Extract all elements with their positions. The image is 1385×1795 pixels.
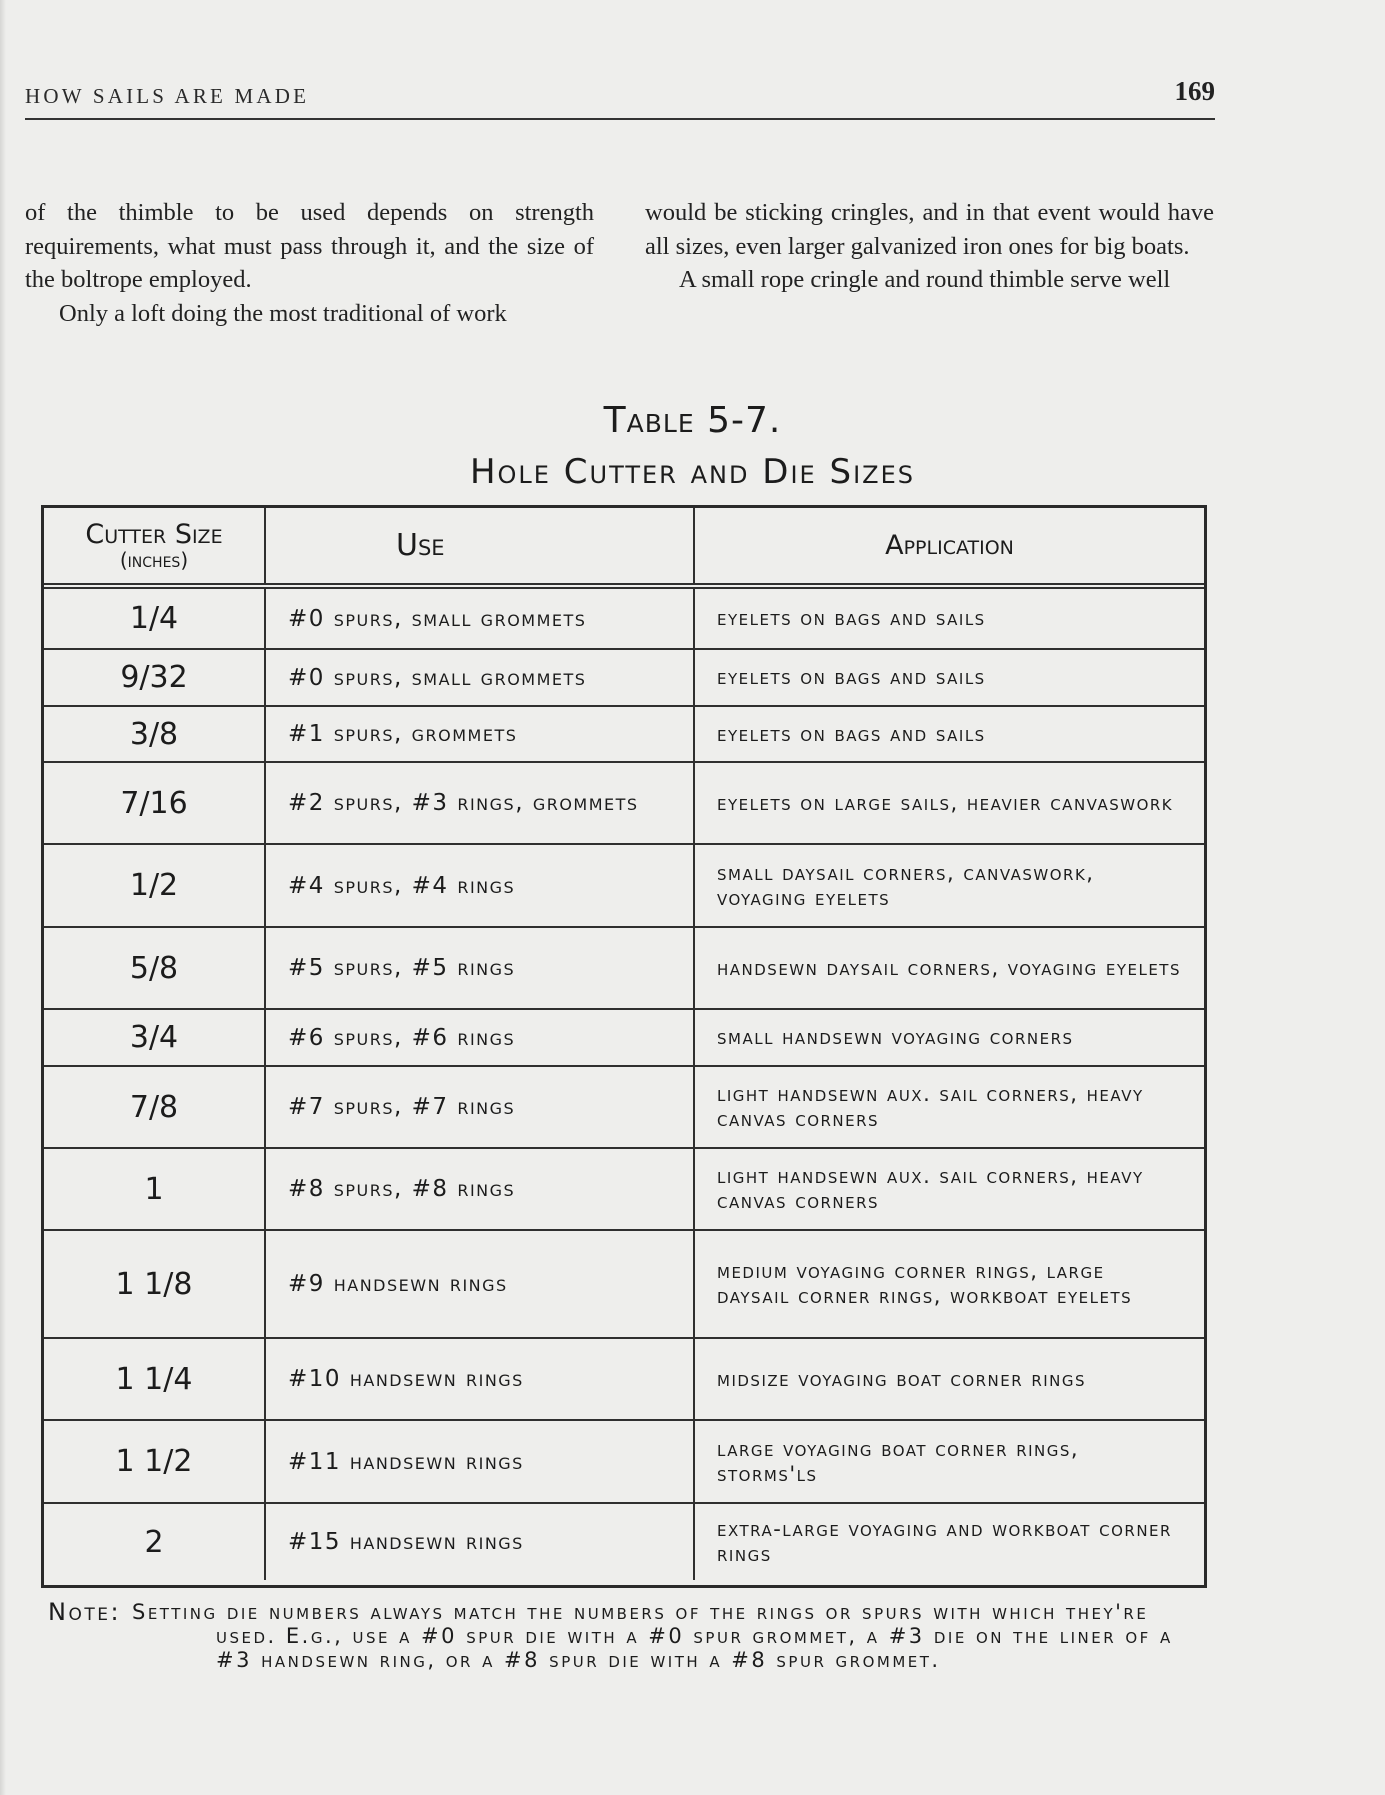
- cell-application: large voyaging boat corner rings, storms'ls: [694, 1420, 1204, 1503]
- table-row: [44, 927, 1204, 1009]
- header-rule: [25, 118, 1215, 120]
- table-row: [44, 706, 1204, 762]
- cell-use: #9 handsewn rings: [265, 1230, 694, 1338]
- cell-size: 5/8: [44, 927, 265, 1009]
- cell-use: #4 spurs, #4 rings: [265, 844, 694, 927]
- cell-size: 1 1/4: [44, 1338, 265, 1420]
- cell-size: 1/2: [44, 844, 265, 927]
- table-row: [44, 762, 1204, 844]
- hole-cutter-table: [44, 508, 1204, 1580]
- body-paragraph: would be sticking cringles, and in that event would have all sizes, even larger galvanized iron ones for big boats.: [645, 199, 1214, 260]
- cell-use: #0 spurs, small grommets: [265, 649, 694, 706]
- table-row: [44, 586, 1204, 649]
- cell-size: 2: [44, 1503, 265, 1580]
- cell-size: 1 1/2: [44, 1420, 265, 1503]
- cell-application: medium voyaging corner rings, large daysail corner rings, workboat eyelets: [694, 1230, 1204, 1338]
- cell-use: #0 spurs, small grommets: [265, 586, 694, 649]
- cell-use: #11 handsewn rings: [265, 1420, 694, 1503]
- table-number: Table 5-7.: [603, 400, 782, 441]
- cell-application: eyelets on large sails, heavier canvaswork: [694, 762, 1204, 844]
- cell-size: 7/8: [44, 1066, 265, 1148]
- cell-size: 3/4: [44, 1009, 265, 1066]
- table-row: [44, 1420, 1204, 1503]
- table-caption: Hole Cutter and Die Sizes: [469, 452, 916, 492]
- body-paragraph: Only a loft doing the most traditional of work: [59, 299, 507, 327]
- body-column-right: [645, 196, 1214, 297]
- cell-application: light handsewn aux. sail corners, heavy canvas corners: [694, 1148, 1204, 1230]
- cell-use: #8 spurs, #8 rings: [265, 1148, 694, 1230]
- header-use: Use: [265, 508, 694, 586]
- cell-use: #1 spurs, grommets: [265, 706, 694, 762]
- table-row: [44, 649, 1204, 706]
- table-row: [44, 1148, 1204, 1230]
- cell-use: #15 handsewn rings: [265, 1503, 694, 1580]
- header-cutter-size-label: Cutter Size: [85, 518, 223, 550]
- table-row: [44, 1066, 1204, 1148]
- cell-use: #2 spurs, #3 rings, grommets: [265, 762, 694, 844]
- table-row: [44, 1230, 1204, 1338]
- cell-application: handsewn daysail corners, voyaging eyelets: [694, 927, 1204, 1009]
- cell-size: 9/32: [44, 649, 265, 706]
- cell-use: #6 spurs, #6 rings: [265, 1009, 694, 1066]
- cell-size: 3/8: [44, 706, 265, 762]
- page-gutter-shadow: [0, 0, 6, 1795]
- table-row: [44, 1503, 1204, 1580]
- cell-application: eyelets on bags and sails: [694, 649, 1204, 706]
- header-cutter-size: [44, 508, 265, 586]
- cell-application: midsize voyaging boat corner rings: [694, 1338, 1204, 1420]
- page-number: 169: [1174, 76, 1215, 106]
- cell-size: 1/4: [44, 586, 265, 649]
- header-application: Application: [694, 508, 1204, 586]
- cell-application: eyelets on bags and sails: [694, 586, 1204, 649]
- table-row: [44, 1338, 1204, 1420]
- body-column-left: [25, 196, 594, 330]
- cell-size: 1 1/8: [44, 1230, 265, 1338]
- cell-application: eyelets on bags and sails: [694, 706, 1204, 762]
- table-note: [48, 1600, 1213, 1672]
- cell-application: small daysail corners, canvaswork, voyaging eyelets: [694, 844, 1204, 927]
- cell-size: 1: [44, 1148, 265, 1230]
- cell-application: light handsewn aux. sail corners, heavy canvas corners: [694, 1066, 1204, 1148]
- body-paragraph: of the thimble to be used depends on strength requirements, what must pass through it, and the size of the boltrope employed.: [25, 199, 594, 293]
- cell-use: #7 spurs, #7 rings: [265, 1066, 694, 1148]
- cell-use: #5 spurs, #5 rings: [265, 927, 694, 1009]
- table-row: [44, 1009, 1204, 1066]
- cell-application: small handsewn voyaging corners: [694, 1009, 1204, 1066]
- cell-size: 7/16: [44, 762, 265, 844]
- cell-application: extra-large voyaging and workboat corner rings: [694, 1503, 1204, 1580]
- table-header-row: [44, 508, 1204, 586]
- header-cutter-size-unit: (inches): [119, 547, 189, 572]
- note-text: Setting die numbers always match the numbers of the rings or spurs with which they're used. E.g., use a #0 spur die with a #0 spur grommet, a #3 die on the liner of a #3 handsewn ring, or a #8 spur die with a #8 spur grommet.: [132, 1600, 1173, 1672]
- body-paragraph: A small rope cringle and round thimble serve well: [679, 266, 1171, 293]
- table-row: [44, 844, 1204, 927]
- running-head: HOW SAILS ARE MADE: [25, 84, 310, 108]
- cell-use: #10 handsewn rings: [265, 1338, 694, 1420]
- note-label: Note:: [48, 1598, 122, 1626]
